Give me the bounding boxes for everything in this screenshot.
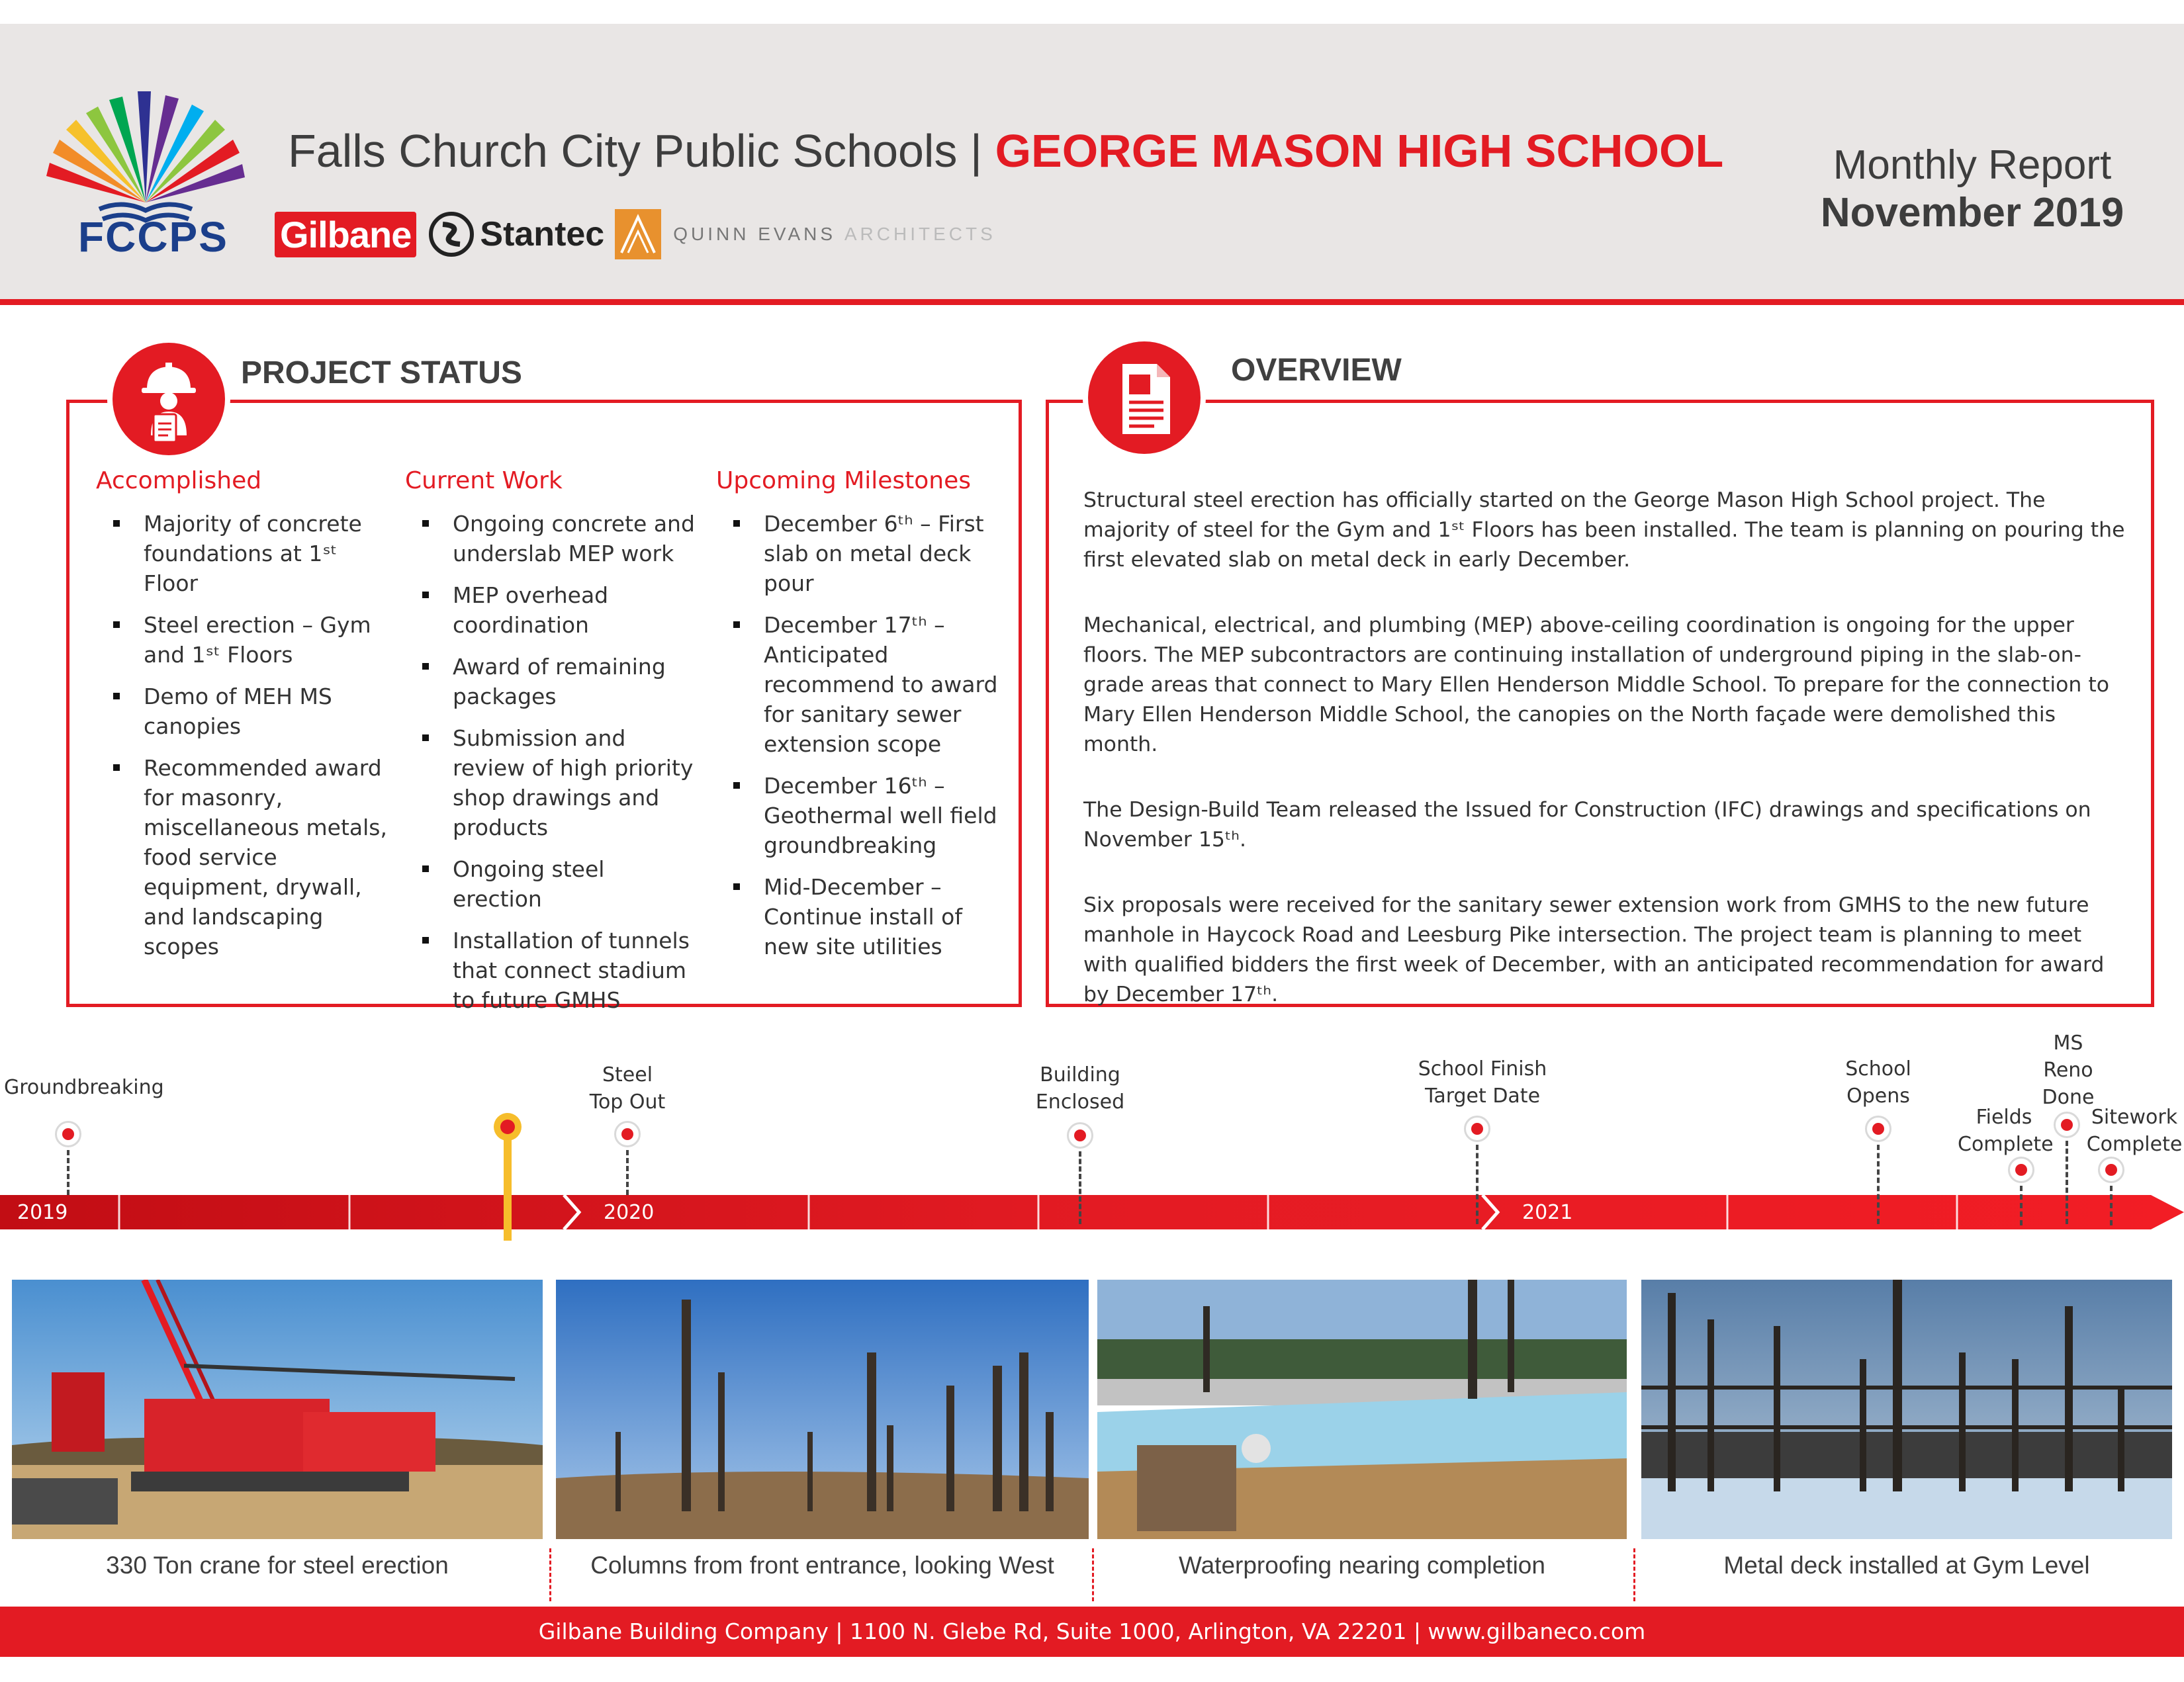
stantec-logo: [428, 211, 604, 257]
report-date: November 2019: [1820, 190, 2124, 236]
header-divider: [0, 299, 2184, 305]
milestone-sitework-complete: Sitework Complete: [2086, 1106, 2183, 1156]
current-work-column: [405, 467, 696, 1027]
report-title: Monthly Report: [1833, 142, 2112, 188]
list-item: Mid-December – Continue install of new site utilities: [716, 872, 1007, 961]
list-item: Ongoing steel erection: [405, 854, 696, 914]
milestone-marker: [2054, 1112, 2080, 1138]
milestone-school-opens: School Opens: [1845, 1057, 1911, 1108]
current-work-heading: Current Work: [405, 467, 563, 494]
current-date-marker-dot: [494, 1113, 522, 1141]
timeline-bar: [0, 1195, 2184, 1229]
milestone-connector: [67, 1150, 69, 1195]
photo-waterproofing: [1097, 1280, 1627, 1539]
overview-paragraph: Six proposals were received for the sanitary sewer extension work from GMHS to the new future manhole in Haycock Road and Leesburg Pike intersection. The project team is planning to meet with qualified bidders the first week of December, with an anticipated recommendation for award by December 17ᵗʰ.: [1083, 893, 2105, 1006]
milestone-groundbreaking: Groundbreaking: [4, 1076, 164, 1099]
stantec-wordmark: Stantec: [480, 215, 605, 253]
overview-paragraph: Structural steel erection has officially started on the George Mason High School project. The majority of steel for the Gym and 1ˢᵗ Floors has been installed. The team is planning on pouring the first elevated slab on metal deck in early December.: [1083, 488, 2125, 572]
list-item: Steel erection – Gym and 1ˢᵗ Floors: [96, 610, 387, 670]
milestone-ms-reno-done: MS Reno Done: [2042, 1032, 2095, 1109]
milestone-connector: [626, 1150, 629, 1195]
milestone-school-finish: School Finish Target Date: [1418, 1057, 1547, 1108]
milestone-connector: [1476, 1145, 1479, 1224]
list-item: Recommended award for masonry, miscellaneous metals, food service equipment, drywall, and landscaping scopes: [96, 753, 387, 961]
quinn-evans-mark-icon: [615, 209, 661, 259]
overview-paragraph: Mechanical, electrical, and plumbing (MEP) above-ceiling coordination is ongoing for the upper floors. The MEP subcontractors are continuing installation of underground piping in the slab-on-grade areas that connect to Mary Ellen Henderson Middle School. To prepare for the connection to Mary Ellen Henderson Middle School, the canopies on the North façade were demolished this month.: [1083, 613, 2110, 756]
milestone-marker: [1464, 1116, 1490, 1142]
list-item: MEP overhead coordination: [405, 580, 696, 640]
partner-logos: [275, 209, 996, 259]
list-item: Award of remaining packages: [405, 652, 696, 711]
overview-body: [1083, 486, 2129, 1045]
accomplished-column: [96, 467, 387, 973]
photo-crane: [12, 1280, 543, 1539]
list-item: Submission and review of high priority shop drawings and products: [405, 723, 696, 842]
photo-caption: Columns from front entrance, looking West: [590, 1552, 1054, 1579]
timeline-year-2021: 2021: [1522, 1201, 1573, 1224]
upcoming-milestones-heading: Upcoming Milestones: [716, 467, 972, 494]
milestone-marker: [2008, 1157, 2034, 1183]
caption-divider: [549, 1548, 551, 1601]
overview-paragraph: The Design-Build Team released the Issued for Construction (IFC) drawings and specifications on November 15ᵗʰ.: [1083, 798, 2091, 852]
school-name: GEORGE MASON HIGH SCHOOL: [995, 125, 1724, 177]
timeline-year-2019: 2019: [17, 1201, 68, 1224]
milestone-steel-top-out: Steel Top Out: [589, 1063, 666, 1114]
report-header: [0, 24, 2184, 302]
overview-title: OVERVIEW: [1223, 352, 1410, 388]
photo-caption: Waterproofing nearing completion: [1179, 1552, 1545, 1579]
architects-wordmark: ARCHITECTS: [844, 224, 996, 244]
milestone-connector: [1079, 1151, 1081, 1224]
milestone-marker: [614, 1121, 641, 1147]
list-item: Installation of tunnels that connect stadium to future GMHS: [405, 926, 696, 1015]
page-title: [288, 124, 1723, 177]
quinn-evans-wordmark: QUINN EVANS: [673, 224, 837, 244]
list-item: Ongoing concrete and underslab MEP work: [405, 509, 696, 568]
document-icon: [1083, 336, 1206, 459]
caption-divider: [1092, 1548, 1094, 1601]
photo-columns: [556, 1280, 1089, 1539]
milestone-marker: [2098, 1157, 2124, 1183]
stantec-swirl-icon: [428, 211, 475, 257]
footer-contact: Gilbane Building Company | 1100 N. Glebe Rd, Suite 1000, Arlington, VA 22201 | www.gilbaneco.com: [0, 1607, 2184, 1657]
list-item: December 17ᵗʰ – Anticipated recommend to award for sanitary sewer extension scope: [716, 610, 1007, 759]
list-item: Majority of concrete foundations at 1ˢᵗ Floor: [96, 509, 387, 598]
photo-caption: 330 Ton crane for steel erection: [106, 1552, 449, 1579]
milestone-building-enclosed: Building Enclosed: [1035, 1063, 1125, 1114]
fccps-logo-text: FCCPS: [78, 213, 228, 261]
milestone-marker: [55, 1121, 81, 1147]
title-separator: |: [957, 125, 995, 177]
construction-worker-icon: [107, 337, 230, 461]
org-name: Falls Church City Public Schools: [288, 125, 958, 177]
timeline-year-2020: 2020: [604, 1201, 655, 1224]
quinn-evans-logo: [615, 209, 996, 259]
list-item: Demo of MEH MS canopies: [96, 682, 387, 741]
gilbane-logo: Gilbane: [275, 212, 416, 257]
milestone-connector: [2110, 1186, 2113, 1225]
photo-metal-deck: [1641, 1280, 2172, 1539]
caption-divider: [1633, 1548, 1635, 1601]
project-status-title: PROJECT STATUS: [233, 355, 530, 391]
milestone-connector: [2020, 1186, 2023, 1225]
milestone-fields-complete: Fields Complete: [1958, 1106, 2054, 1156]
milestone-connector: [1877, 1145, 1880, 1224]
list-item: December 16ᵗʰ – Geothermal well field groundbreaking: [716, 771, 1007, 860]
accomplished-heading: Accomplished: [96, 467, 262, 494]
current-date-marker: [504, 1125, 512, 1241]
list-item: December 6ᵗʰ – First slab on metal deck pour: [716, 509, 1007, 598]
photo-caption: Metal deck installed at Gym Level: [1723, 1552, 2090, 1579]
milestone-connector: [2066, 1141, 2068, 1224]
upcoming-milestones-column: [716, 467, 1007, 973]
milestone-marker: [1865, 1116, 1891, 1142]
milestone-marker: [1067, 1122, 1093, 1149]
